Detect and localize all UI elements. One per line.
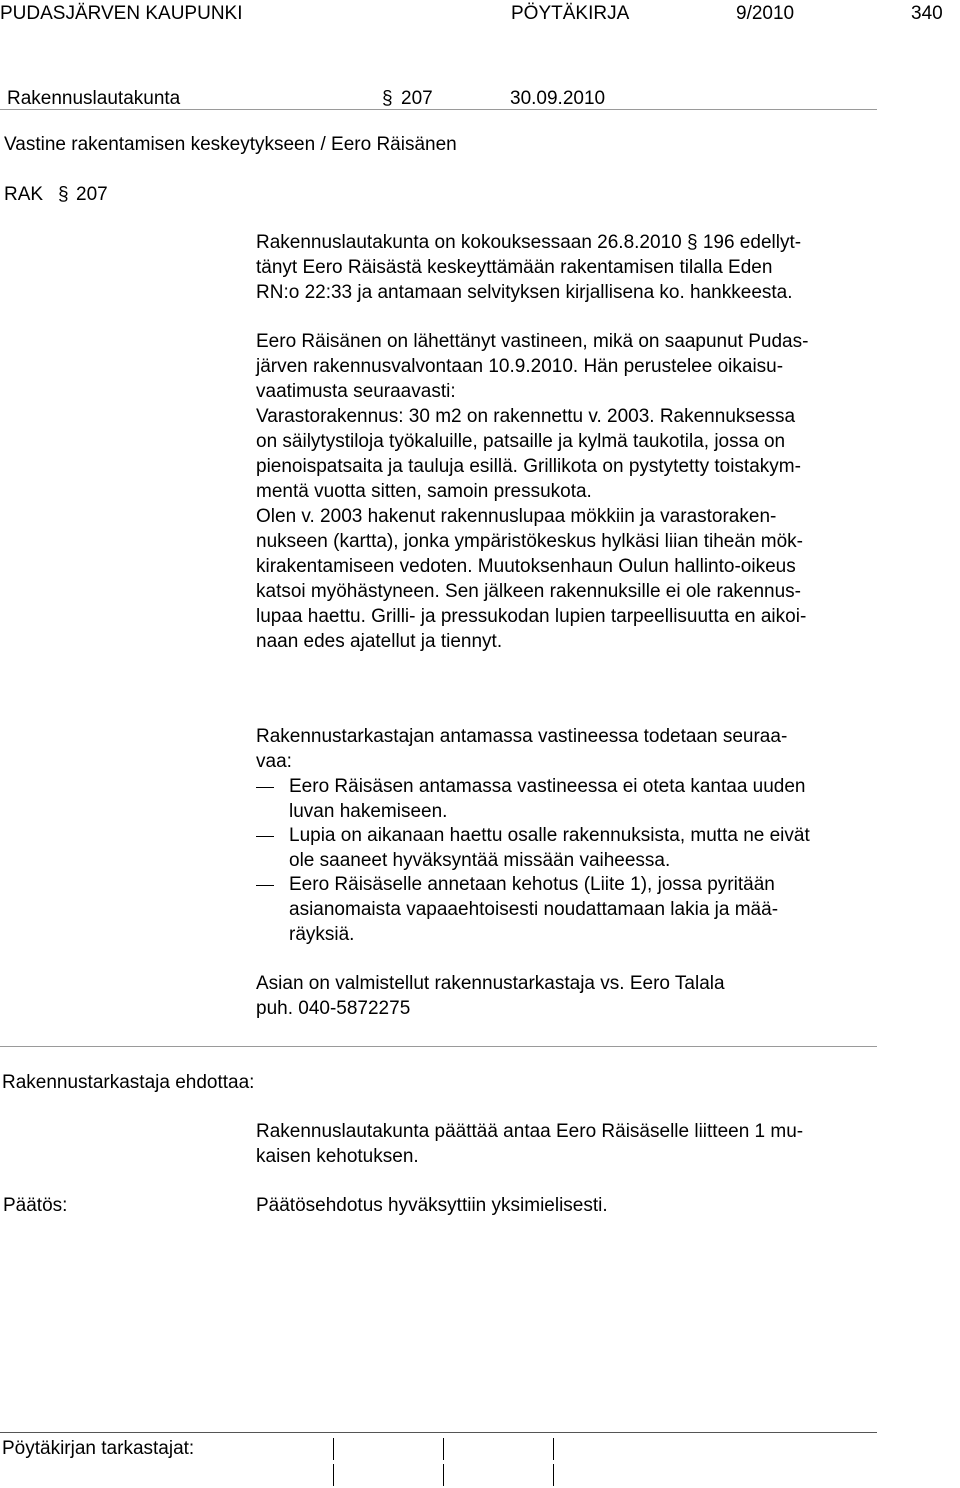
text-line: on säilytystiloja työkaluille, patsaille ja kylmä taukotila, jossa on bbox=[256, 431, 786, 452]
text-line: järven rakennusvalvontaan 10.9.2010. Hän perustelee oikaisu- bbox=[256, 356, 784, 377]
decision-label: Päätös: bbox=[3, 1195, 68, 1216]
signature-box-divider bbox=[333, 1464, 334, 1486]
text-line: naan edes ajatellut ja tiennyt. bbox=[256, 631, 503, 652]
bullet-text: Lupia on aikanaan haettu osalle rakennuksista, mutta ne eivät bbox=[289, 825, 810, 846]
text-line: nukseen (kartta), jonka ympäristökeskus hylkäsi liian tiheän mök- bbox=[256, 531, 804, 552]
text-line: Olen v. 2003 hakenut rakennuslupaa mökkiin ja varastoraken- bbox=[256, 506, 777, 527]
page-number: 340 bbox=[911, 3, 943, 24]
issue-number: 9/2010 bbox=[736, 3, 795, 24]
bullet-text: Eero Räisäsen antamassa vastineessa ei oteta kantaa uuden bbox=[289, 776, 806, 797]
text-line: RN:o 22:33 ja antamaan selvityksen kirjallisena ko. hankkeesta. bbox=[256, 282, 793, 303]
signature-box-divider bbox=[553, 1464, 554, 1486]
footer-label: Pöytäkirjan tarkastajat: bbox=[2, 1438, 195, 1459]
bullet-dash bbox=[256, 885, 274, 886]
decision-text: Päätösehdotus hyväksyttiin yksimielisesti. bbox=[256, 1195, 608, 1216]
text-line: Eero Räisänen on lähettänyt vastineen, mikä on saapunut Pudas- bbox=[256, 331, 809, 352]
bullet-text: ole saaneet hyväksyntää missään vaiheessa. bbox=[289, 850, 671, 871]
bullet-text: Eero Räisäselle annetaan kehotus (Liite 1), jossa pyritään bbox=[289, 874, 775, 895]
org-name: PUDASJÄRVEN KAUPUNKI bbox=[0, 3, 243, 24]
proposal-text: kaisen kehotuksen. bbox=[256, 1146, 419, 1167]
signature-box-divider bbox=[553, 1438, 554, 1460]
text-line: Rakennuslautakunta on kokouksessaan 26.8.2010 § 196 edellyt- bbox=[256, 232, 802, 253]
text-line: pienoispatsaita ja tauluja esillä. Grillikota on pystytetty toistakym- bbox=[256, 456, 801, 477]
text-line: Rakennustarkastajan antamassa vastineessa todetaan seuraa- bbox=[256, 726, 788, 747]
text-line: lupaa haettu. Grilli- ja pressukodan lupien tarpeellisuutta en aikoi- bbox=[256, 606, 807, 627]
meeting-date: 30.09.2010 bbox=[510, 88, 606, 109]
bullet-text: asianomaista vapaaehtoisesti noudattamaan lakia ja mää- bbox=[289, 899, 779, 920]
signature-box-divider bbox=[443, 1438, 444, 1460]
signature-box-divider bbox=[443, 1464, 444, 1486]
text-line: vaatimusta seuraavasti: bbox=[256, 381, 456, 402]
subject-section-number: 207 bbox=[76, 184, 108, 205]
proposal-label: Rakennustarkastaja ehdottaa: bbox=[2, 1072, 255, 1093]
subject-title: Vastine rakentamisen keskeytykseen / Eero Räisänen bbox=[4, 134, 457, 155]
header-divider bbox=[0, 109, 877, 110]
section-divider bbox=[0, 1046, 877, 1047]
proposal-text: Rakennuslautakunta päättää antaa Eero Räisäselle liitteen 1 mu- bbox=[256, 1121, 804, 1142]
subject-section-symbol: § bbox=[58, 184, 69, 205]
bullet-dash bbox=[256, 836, 274, 837]
bullet-text: luvan hakemiseen. bbox=[289, 801, 448, 822]
text-line: kirakentamiseen vedoten. Muutoksenhaun Oulun hallinto-oikeus bbox=[256, 556, 796, 577]
subject-code: RAK bbox=[4, 184, 44, 205]
bullet-text: räyksiä. bbox=[289, 924, 355, 945]
phone-number: puh. 040-5872275 bbox=[256, 998, 411, 1019]
meeting-body: Rakennuslautakunta bbox=[7, 88, 181, 109]
bullet-dash bbox=[256, 787, 274, 788]
section-number: 207 bbox=[401, 88, 433, 109]
text-line: Varastorakennus: 30 m2 on rakennettu v. 2003. Rakennuksessa bbox=[256, 406, 796, 427]
footer-divider bbox=[0, 1432, 877, 1433]
signature-box-divider bbox=[333, 1438, 334, 1460]
section-symbol: § bbox=[382, 88, 393, 109]
text-line: mentä vuotta sitten, samoin pressukota. bbox=[256, 481, 592, 502]
prepared-by: Asian on valmistellut rakennustarkastaja vs. Eero Talala bbox=[256, 973, 725, 994]
text-line: tänyt Eero Räisästä keskeyttämään rakentamisen tilalla Eden bbox=[256, 257, 773, 278]
document-type: PÖYTÄKIRJA bbox=[511, 3, 630, 24]
text-line: katsoi myöhästyneen. Sen jälkeen rakennuksille ei ole rakennus- bbox=[256, 581, 801, 602]
text-line: vaa: bbox=[256, 751, 292, 772]
